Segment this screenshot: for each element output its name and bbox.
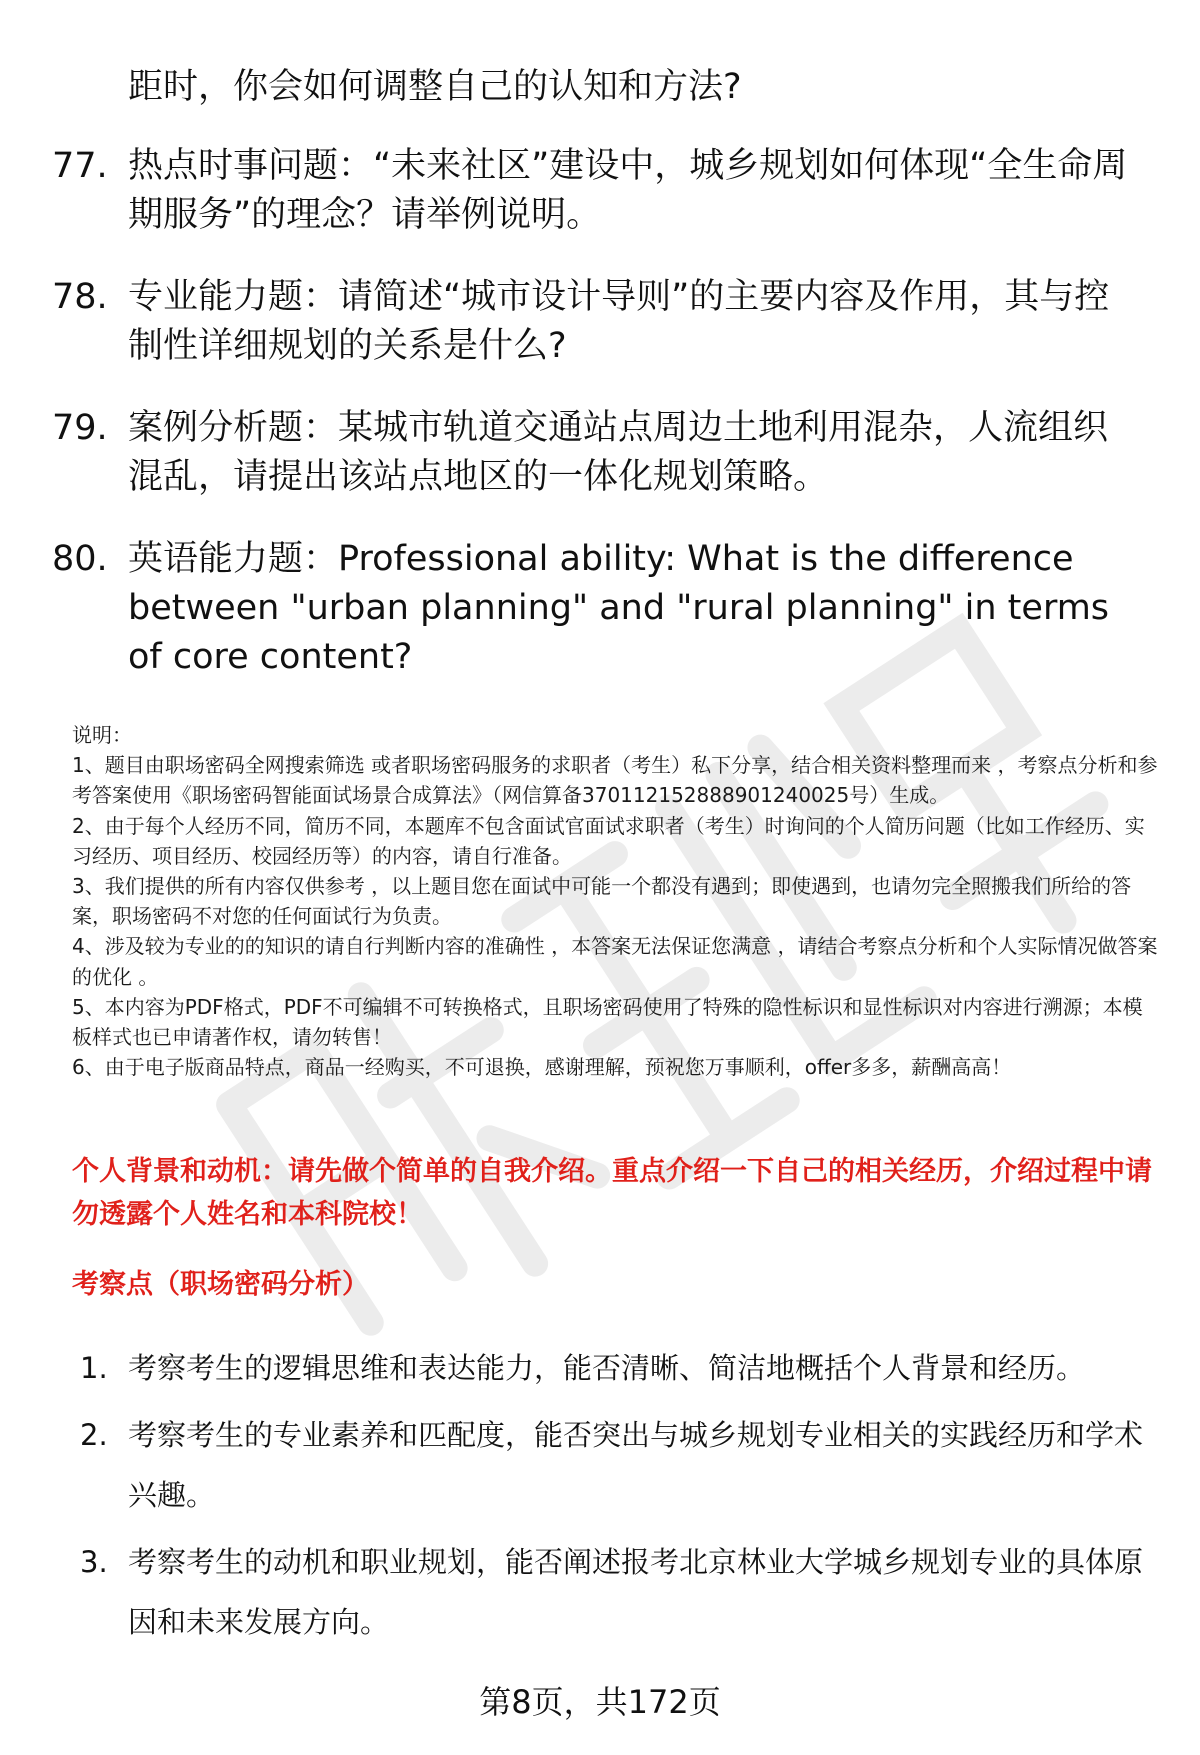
question-item [52, 404, 1152, 502]
point-text: 考察考生的逻辑思维和表达能力，能否清晰、简洁地概括个人背景和经历。 [128, 1351, 1086, 1385]
note-item: 6、由于电子版商品特点，商品一经购买，不可退换，感谢理解，预祝您万事顺利，offer多多，薪酬高高！ [72, 1055, 1012, 1080]
notes-title: 说明： [72, 723, 132, 747]
note-item: 1、题目由职场密码全网搜索筛选 或者职场密码服务的求职者（考生）私下分享，结合相关资料整理而来 ，考察点分析和参考答案使用《职场密码智能面试场景合成算法》（网信算备370112152888901240025号）生成。 [72, 753, 1158, 808]
question-text: 专业能力题：请简述“城市设计导则”的主要内容及作用，其与控制性详细规划的关系是什么? [128, 277, 1110, 366]
question-text: 热点时事问题：“未来社区”建设中，城乡规划如何体现“全生命周期服务”的理念？请举例说明。 [128, 146, 1128, 235]
analysis-heading: 考察点（职场密码分析） [72, 1269, 369, 1300]
analysis-point [80, 1338, 1180, 1398]
question-76-continuation: 距时，你会如何调整自己的认知和方法? [128, 67, 742, 107]
question-item [52, 535, 1152, 682]
question-text: 英语能力题：Professional ability: What is the difference between "urban planning" and "rural planning" in terms of core content? [128, 539, 1110, 677]
page-footer: 第8页，共172页 [479, 1683, 721, 1721]
point-number: 2. [80, 1418, 108, 1452]
question-text: 案例分析题：某城市轨道交通站点周边土地利用混杂，人流组织混乱，请提出该站点地区的一体化规划策略。 [128, 408, 1109, 497]
point-number: 3. [80, 1545, 108, 1579]
point-number: 1. [80, 1351, 108, 1385]
section-heading: 个人背景和动机：请先做个简单的自我介绍。重点介绍一下自己的相关经历，介绍过程中请勿透露个人姓名和本科院校！ [72, 1156, 1152, 1230]
point-text: 考察考生的动机和职业规划，能否阐述报考北京林业大学城乡规划专业的具体原因和未来发展方向。 [128, 1545, 1144, 1639]
question-number: 77. [52, 146, 108, 186]
point-text: 考察考生的专业素养和匹配度，能否突出与城乡规划专业相关的实践经历和学术兴趣。 [128, 1418, 1144, 1512]
question-number: 78. [52, 277, 108, 317]
note-item: 5、本内容为PDF格式，PDF不可编辑不可转换格式，且职场密码使用了特殊的隐性标识和显性标识对内容进行溯源；本模板样式也已申请著作权，请勿转售！ [72, 994, 1143, 1050]
question-number: 79. [52, 408, 108, 448]
question-number: 80. [52, 539, 108, 579]
note-item: 2、由于每个人经历不同，简历不同，本题库不包含面试官面试求职者（考生）时询问的个人简历问题（比如工作经历、实习经历、项目经历、校园经历等）的内容，请自行准备。 [72, 813, 1145, 868]
analysis-point [80, 1405, 1180, 1525]
analysis-point [80, 1532, 1180, 1652]
question-item [52, 273, 1152, 371]
notes-block [72, 720, 1162, 1082]
note-item: 4、涉及较为专业的的知识的请自行判断内容的准确性 ，本答案无法保证您满意 ，请结合考察点分析和个人实际情况做答案的优化 。 [72, 934, 1158, 989]
question-item [52, 142, 1152, 240]
question-list [52, 142, 1152, 715]
note-item: 3、我们提供的所有内容仅供参考 ，以上题目您在面试中可能一个都没有遇到；即使遇到，也请勿完全照搬我们所给的答案，职场密码不对您的任何面试行为负责。 [72, 874, 1132, 929]
analysis-points [80, 1338, 1180, 1659]
